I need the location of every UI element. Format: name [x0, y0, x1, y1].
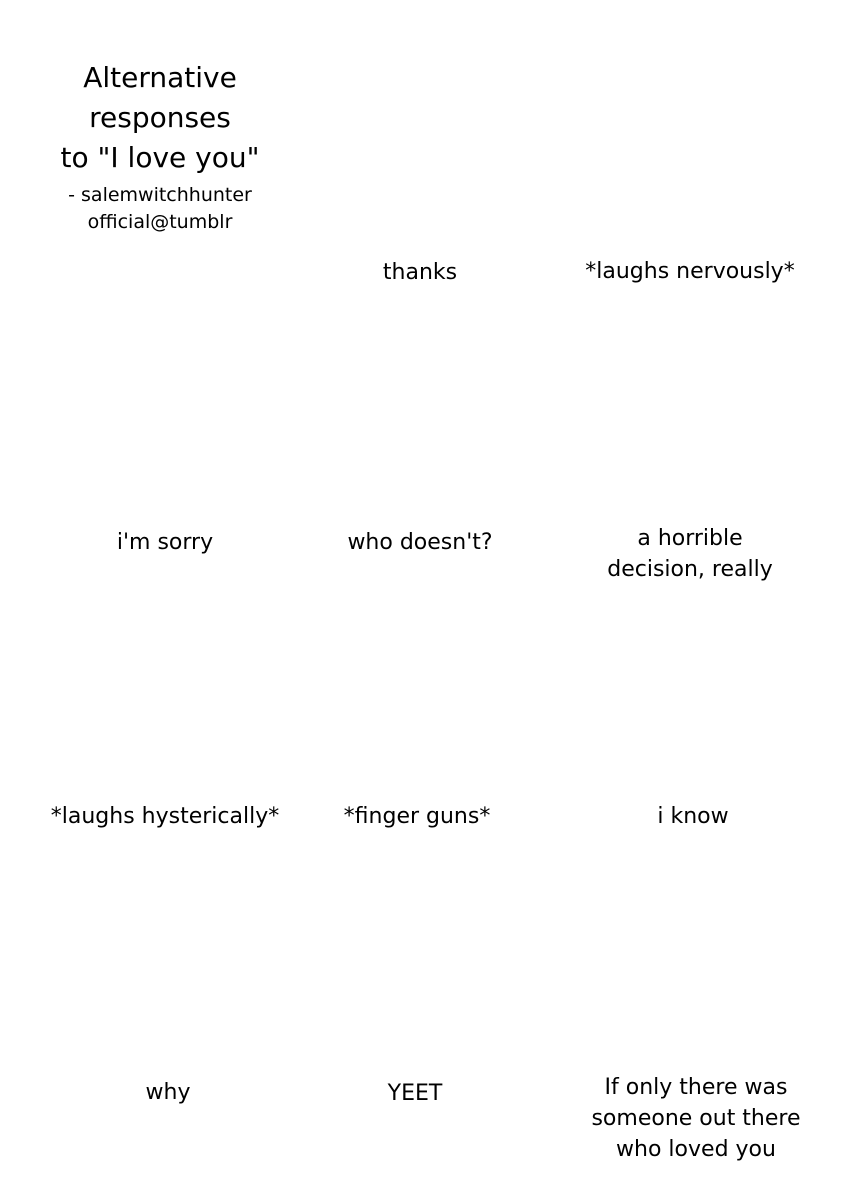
page-title-line: to "I love you" [60, 141, 260, 174]
response-why: why [145, 1080, 191, 1105]
response-thanks: thanks [382, 260, 458, 285]
credit-line: - salemwitchhunter [68, 184, 252, 206]
response-im-sorry: i'm sorry [116, 530, 214, 555]
response-laughs-hysterically: *laughs hysterically* [50, 804, 280, 829]
response-finger-guns: *finger guns* [343, 804, 491, 829]
response-yeet: YEET [387, 1081, 443, 1106]
response-line: If only there was [604, 1075, 788, 1100]
response-line: who loved you [616, 1137, 776, 1162]
response-who-doesnt: who doesn't? [347, 530, 493, 555]
credit-line: official@tumblr [87, 211, 233, 233]
response-if-only [566, 1072, 826, 1165]
response-line: decision, really [607, 557, 773, 582]
response-line: someone out there [591, 1106, 801, 1131]
response-line: a horrible [637, 526, 743, 551]
response-i-know: i know [657, 804, 729, 829]
page-title-line: responses [89, 101, 231, 134]
title-block [30, 58, 290, 236]
response-laughs-nervously: *laughs nervously* [585, 259, 795, 284]
response-horrible-decision [560, 523, 820, 585]
page-title-line: Alternative [83, 61, 237, 94]
